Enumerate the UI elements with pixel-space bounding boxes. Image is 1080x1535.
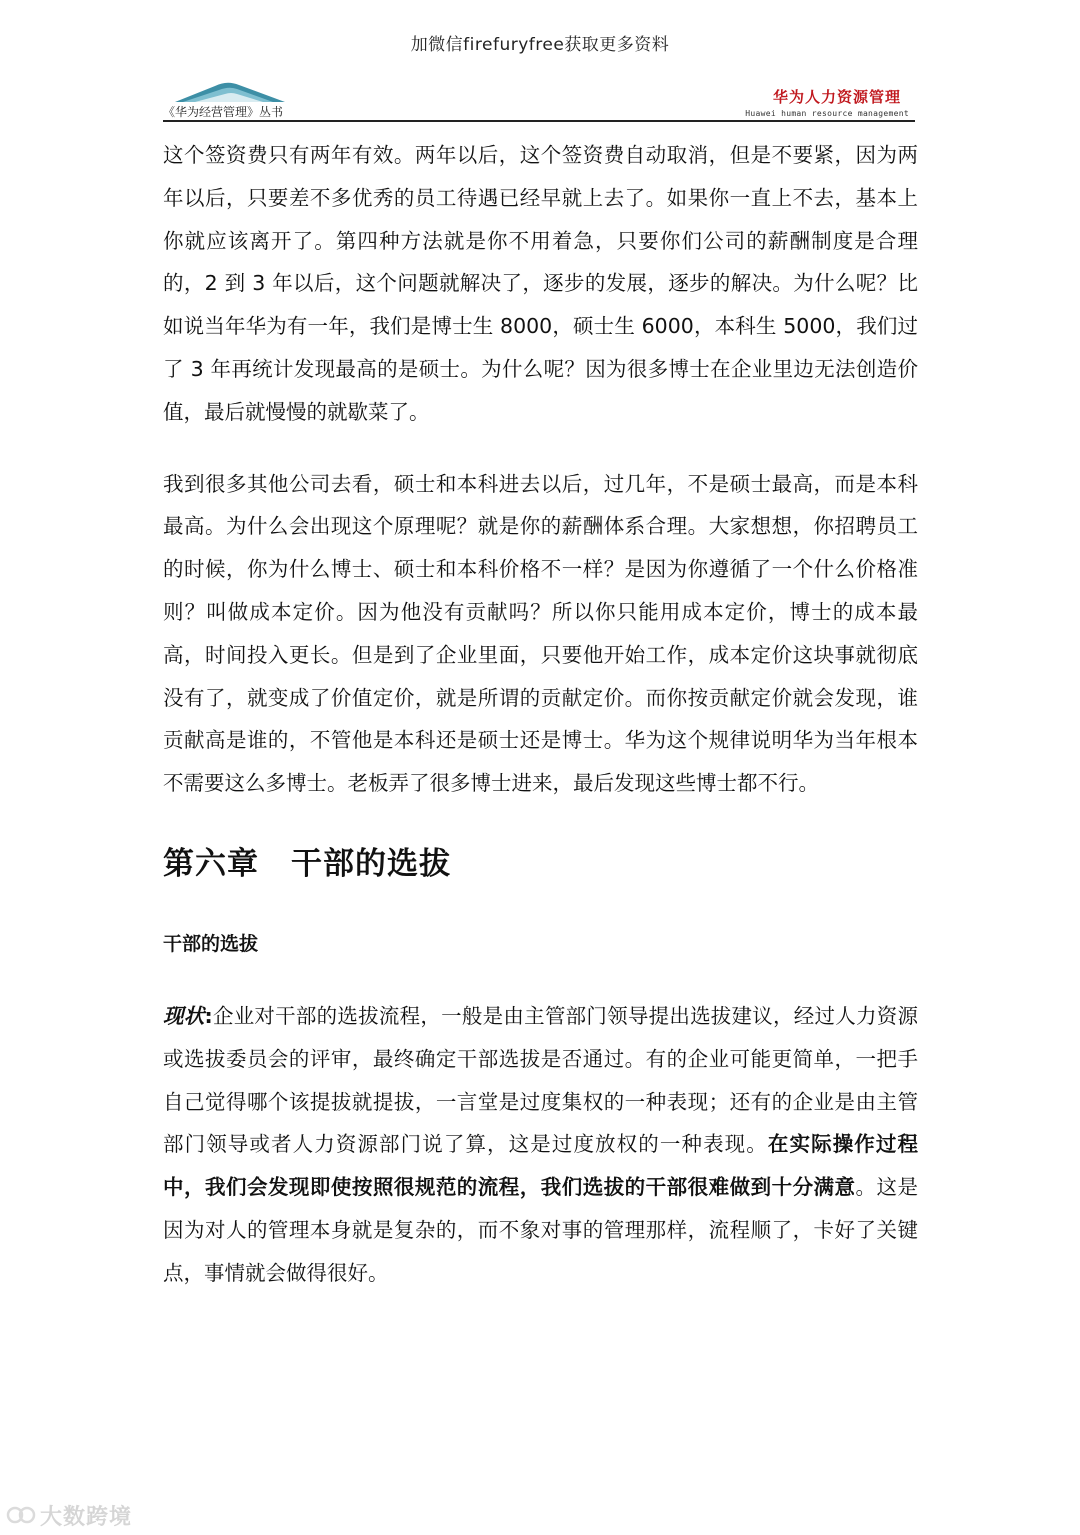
mountain-logo-icon (175, 80, 285, 104)
page-header (163, 78, 915, 122)
book-subtitle: Huawei human resource management (745, 109, 909, 118)
book-title: 华为人力资源管理 (772, 88, 901, 106)
header-divider (163, 120, 915, 122)
body-paragraph-2: 我到很多其他公司去看，硕士和本科进去以后，过几年，不是硕士最高，而是本科最高。为什么会出现这个原理呢？就是你的薪酬体系合理。大家想想，你招聘员工的时候，你为什么博士、硕士和本科价格不一样？是因为你遵循了一个什么价格准则？叫做成本定价。因为他没有贡献吗？所以你只能用成本定价，博士的成本最高，时间投入更长。但是到了企业里面，只要他开始工作，成本定价这块事就彻底没有了，就变成了价值定价，就是所谓的贡献定价。而你按贡献定价就会发现，谁贡献高是谁的，不管他是本科还是硕士还是博士。华为这个规律说明华为当年根本不需要这么多博士。老板弄了很多博士进来，最后发现这些博士都不行。 (163, 471, 918, 796)
paragraph-3-text-a: 企业对干部的选拔流程，一般是由主管部门领导提出选拔建议，经过人力资源或选拔委员会的评审，最终确定干部选拔是否通过。有的企业可能更简单，一把手自己觉得哪个该提拔就提拔，一言堂是过度集权的一种表现；还有的企业是由主管部门领导或者人力资源部门说了算，这是过度放权的一种表现。 (163, 1003, 919, 1157)
paragraph-3-emphasis: 在实际操作过程中，我们会发现即使按照很规范的流程，我们选拔的干部很难做到十分满意 (163, 1132, 919, 1200)
page-body (163, 134, 918, 1295)
body-paragraph-1: 这个签资费只有两年有效。两年以后，这个签资费自动取消，但是不要紧，因为两年以后，只要差不多优秀的员工待遇已经早就上去了。如果你一直上不去，基本上你就应该离开了。第四种方法就是你不用着急，只要你们公司的薪酬制度是合理的，2 到 3 年以后，这个问题就解决了，逐步的发展，逐步的解决。为什么呢？比如说当年华为有一年，我们是博士生 8000，硕士生 6000，本科生 5000，我们过了 3 年再统计发现最高的是硕士。为什么呢？因为很多博士在企业里边无法创造价值，最后就慢慢的就歇菜了。 (163, 143, 918, 424)
bottom-watermark (6, 1500, 132, 1530)
paragraph-3-text-b: 。这是因为对人的管理本身就是复杂的，而不象对事的管理那样，流程顺了，卡好了关键点，事情就会做得很好。 (163, 1175, 919, 1285)
top-watermark: 加微信firefuryfree获取更多资料 (410, 35, 670, 55)
bottom-watermark-text: 大数跨境 (40, 1504, 133, 1530)
chapter-title: 第六章 干部的选拔 (163, 845, 451, 882)
status-lead-colon: : (204, 1003, 213, 1028)
paragraph-gap (163, 434, 918, 463)
body-paragraph-3 (163, 995, 918, 1295)
section-title: 干部的选拔 (163, 932, 259, 955)
series-label: 《华为经营管理》丛书 (163, 105, 284, 119)
status-lead: 现状 (163, 1003, 205, 1028)
watermark-logo-icon (6, 1503, 36, 1527)
